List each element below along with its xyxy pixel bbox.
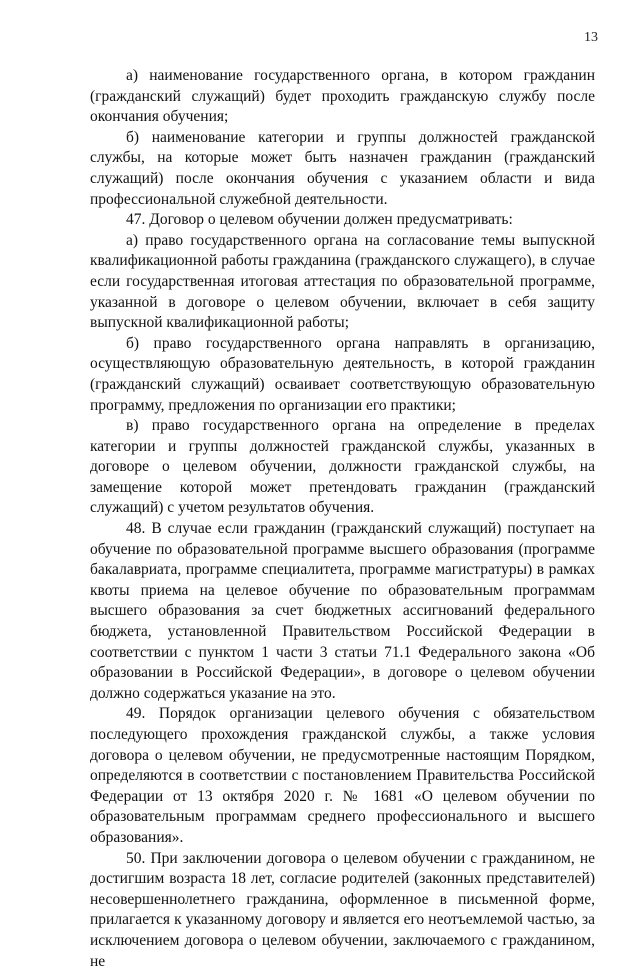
document-body <box>90 66 595 972</box>
paragraph-47-item-b: б) право государственного органа направлять в организацию, осуществляющую образовательную деятельность, в которой гражданин (гражданский служащий) осваивает соответствующую образовательную программу, предложения по организации его практики; <box>90 334 595 414</box>
paragraph-47-item-a: а) право государственного органа на согласование темы выпускной квалификационной работы гражданина (гражданского служащего), в случае если государственная итоговая аттестация по образовательной программе, указанной в договоре о целевом обучении, включает в себя защиту выпускной квалификационной работы; <box>90 231 595 332</box>
paragraph-47: 47. Договор о целевом обучении должен предусматривать: <box>126 211 513 229</box>
page-number: 13 <box>584 30 598 45</box>
paragraph-47-item-c: в) право государственного органа на определение в пределах категории и группы должностей гражданской службы, указанных в договоре о целевом обучении, должности гражданской службы, на замещение которой может претендовать гражданин (гражданский служащий) с учетом результатов обучения. <box>90 417 595 517</box>
paragraph-49: 49. Порядок организации целевого обучения с обязательством последующего прохождения гражданской службы, а также условия договора о целевом обучении, не предусмотренные настоящим Порядком, определяются в соответствии с постановлением Правительства Российской Федерации от 13 октября 2020 г. № 1681 «О целевом обучении по образовательным программам среднего профессионального и высшего образования». <box>90 705 595 846</box>
paragraph-47-a-subitem: а) наименование государственного органа, в котором гражданин (гражданский служащий) будет проходить гражданскую службу после окончания обучения; <box>90 67 595 126</box>
paragraph-50: 50. При заключении договора о целевом обучении с гражданином, не достигшим возраста 18 лет, согласие родителей (законных представителей) несовершеннолетнего гражданина, оформленное в письменной форме, прилагается к указанному договору и является его неотъемлемой частью, за исключением договора о целевом обучении, заключаемого с гражданином, не <box>90 849 595 970</box>
paragraph-48: 48. В случае если гражданин (гражданский служащий) поступает на обучение по образовательной программе высшего образования (программе бакалавриата, программе специалитета, программе магистратуры) в рамках квоты приема на целевое обучение по образовательным программам высшего образования за счет бюджетных ассигнований федерального бюджета, установленной Правительством Российской Федерации в соответствии с пунктом 1 части 3 статьи 71.1 Федерального закона «Об образовании в Российской Федерации», в договоре о целевом обучении должно содержаться указание на это. <box>90 520 595 702</box>
paragraph-47-b-subitem: б) наименование категории и группы должностей гражданской службы, на которые может быть назначен гражданин (гражданский служащий) после окончания обучения с указанием области и вида профессиональной служебной деятельности. <box>90 128 595 208</box>
